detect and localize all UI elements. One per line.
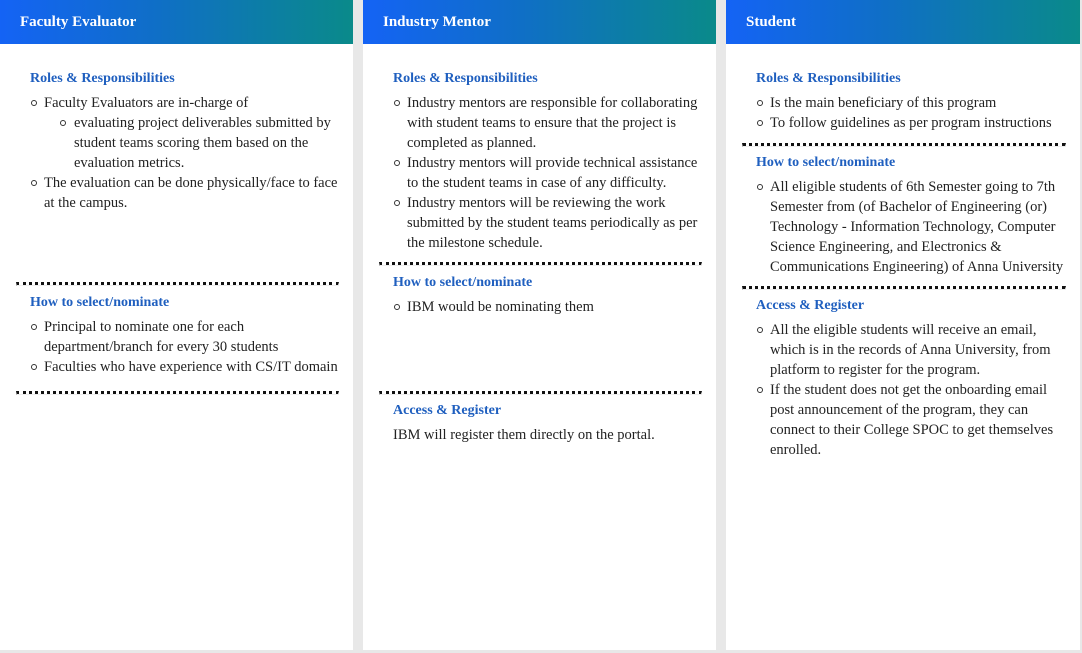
faculty-role-sublist (44, 113, 339, 173)
mentor-roles-list (379, 93, 702, 253)
mentor-roles-title: Roles & Responsibilities (393, 71, 538, 86)
student-roles-list (742, 93, 1066, 133)
faculty-roles-list (16, 93, 339, 213)
mentor-nominate-list (379, 297, 702, 317)
list-item (16, 93, 339, 173)
industry-mentor-body (363, 44, 716, 445)
faculty-role-2: The evaluation can be done physically/face to face at the campus. (16, 173, 339, 213)
faculty-nominate-1: Principal to nominate one for each department/branch for every 30 students (16, 317, 339, 357)
faculty-roles-title: Roles & Responsibilities (30, 71, 175, 86)
student-title: Student (726, 0, 1080, 44)
faculty-nominate-list (16, 317, 339, 377)
mentor-access-title: Access & Register (393, 403, 502, 418)
student-role-2: To follow guidelines as per program instructions (742, 113, 1066, 133)
industry-mentor-card (363, 0, 716, 650)
faculty-role-1-sub-1: evaluating project deliverables submitted by student teams scoring them based on the evaluation metrics. (44, 113, 339, 173)
faculty-nominate-2: Faculties who have experience with CS/IT domain (16, 357, 339, 377)
student-nominate-1: All eligible students of 6th Semester going to 7th Semester from (of Bachelor of Engineering (or) Technology - Information Technology, Computer Science Engineering, and Electronics & Communications Engineering) of Anna University (742, 177, 1066, 277)
student-nominate-title: How to select/nominate (756, 155, 896, 170)
student-roles-title: Roles & Responsibilities (756, 71, 901, 86)
student-body (726, 44, 1080, 460)
mentor-role-3: Industry mentors will be reviewing the work submitted by the student teams periodically as per the milestone schedule. (379, 193, 702, 253)
student-role-1: Is the main beneficiary of this program (742, 93, 1066, 113)
student-access-title: Access & Register (756, 298, 865, 313)
industry-mentor-title: Industry Mentor (363, 0, 716, 44)
student-access-1: All the eligible students will receive an email, which is in the records of Anna University, from platform to register for the program. (742, 320, 1066, 380)
student-card (726, 0, 1080, 650)
student-access-2: If the student does not get the onboarding email post announcement of the program, they can connect to their College SPOC to get themselves enrolled. (742, 380, 1066, 460)
faculty-evaluator-title: Faculty Evaluator (0, 0, 353, 44)
mentor-nominate-title: How to select/nominate (393, 275, 533, 290)
mentor-access-text: IBM will register them directly on the portal. (393, 427, 655, 443)
faculty-evaluator-body (0, 44, 353, 395)
faculty-role-1: Faculty Evaluators are in-charge of (44, 95, 249, 111)
student-nominate-list (742, 177, 1066, 277)
mentor-nominate-1: IBM would be nominating them (379, 297, 702, 317)
section-divider (16, 391, 339, 395)
faculty-evaluator-card (0, 0, 353, 650)
faculty-nominate-title: How to select/nominate (30, 295, 170, 310)
mentor-role-2: Industry mentors will provide technical assistance to the student teams in case of any difficulty. (379, 153, 702, 193)
student-access-list (742, 320, 1066, 460)
mentor-role-1: Industry mentors are responsible for collaborating with student teams to ensure that the project is completed as planned. (379, 93, 702, 153)
